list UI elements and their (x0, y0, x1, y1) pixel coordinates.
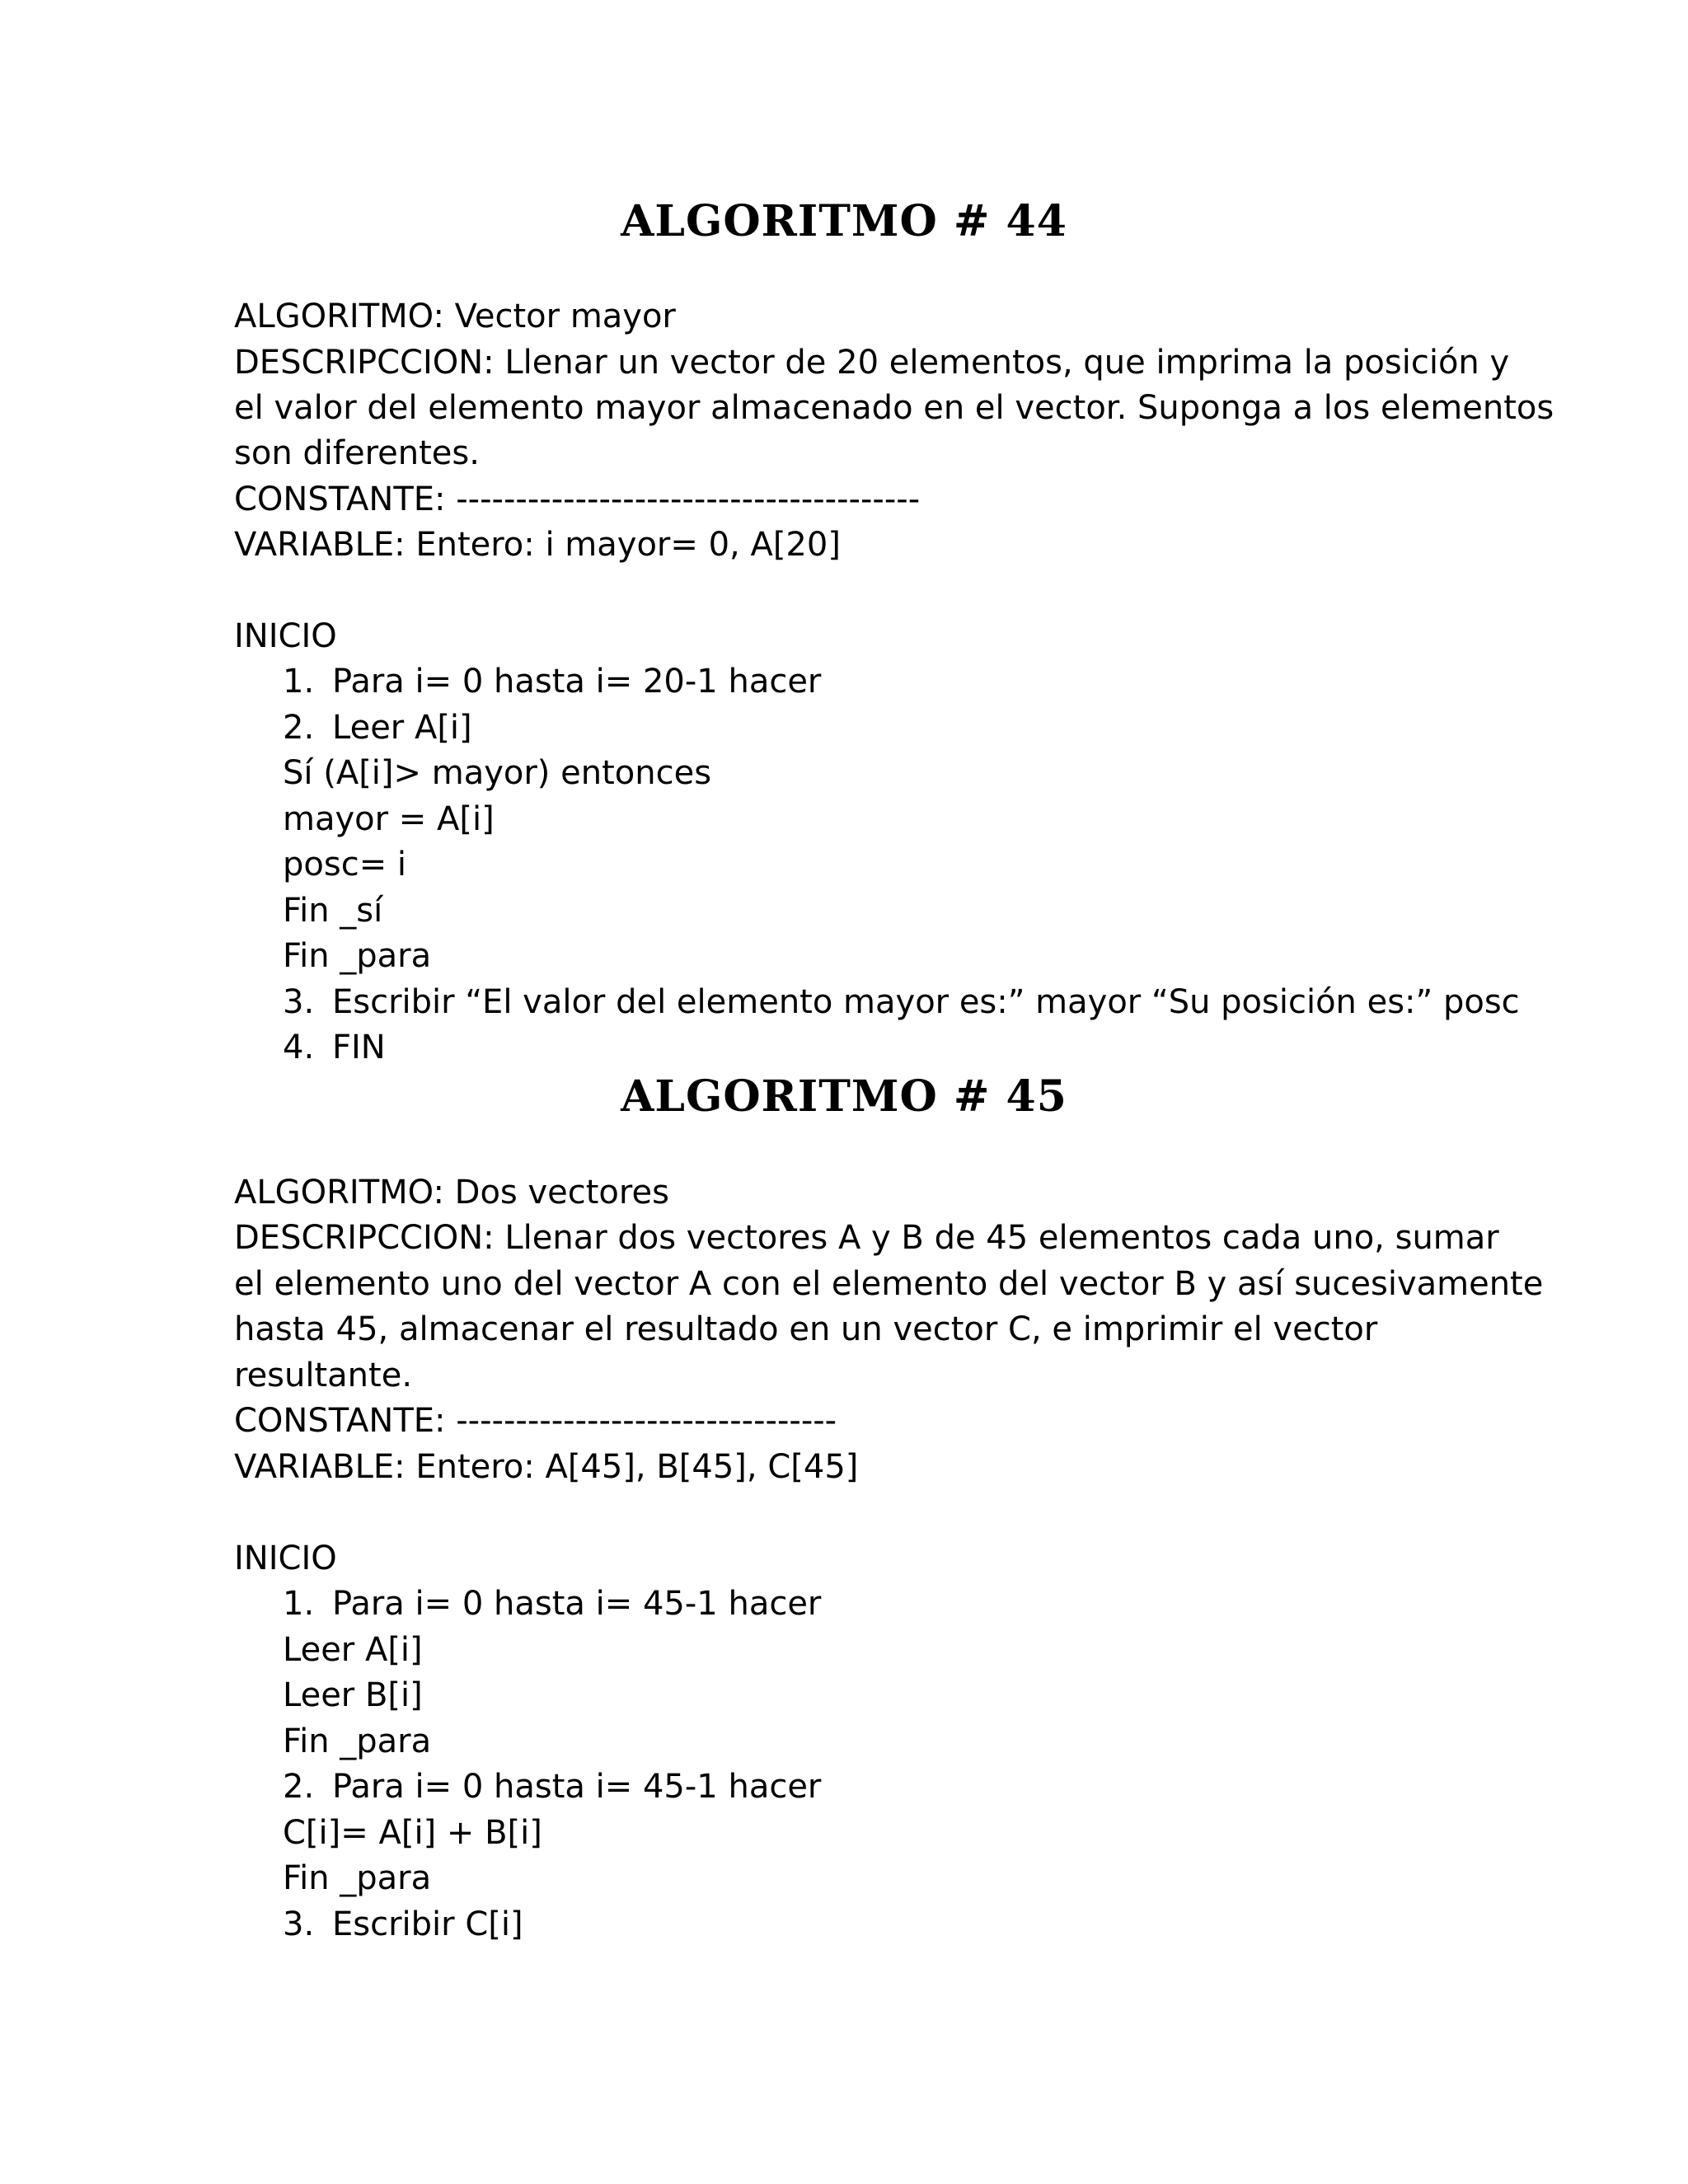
alg45-description-line-3: hasta 45, almacenar el resultado en un vector C, e imprimir el vector (234, 1310, 1378, 1348)
alg45-step: Leer A[i] (283, 1631, 423, 1669)
alg44-description-line-1: DESCRIPCCION: Llenar un vector de 20 elementos, que imprima la posición y (234, 344, 1510, 382)
alg45-step: Fin _para (283, 1859, 432, 1897)
alg44-step (283, 983, 1520, 1021)
alg44-description-line-2: el valor del elemento mayor almacenado en el vector. Suponga a los elementos (234, 389, 1554, 427)
alg44-step: mayor = A[i] (283, 800, 495, 838)
step-text: Leer A[i] (332, 709, 472, 747)
alg44-step (283, 709, 472, 747)
alg44-name: ALGORITMO: Vector mayor (234, 298, 676, 335)
alg45-step: C[i]= A[i] + B[i] (283, 1814, 542, 1852)
alg45-description-line-4: resultante. (234, 1357, 413, 1394)
alg44-step (283, 1031, 386, 1064)
step-number: 2. (283, 1768, 315, 1806)
alg45-step (283, 1585, 822, 1623)
step-number: 4. (283, 1029, 315, 1066)
algorithm-44-title: ALGORITMO # 44 (621, 196, 1067, 246)
alg44-step: posc= i (283, 846, 407, 883)
alg45-constant: CONSTANTE: -------------------------------- (234, 1402, 837, 1440)
alg45-step (283, 1905, 523, 1943)
step-text: Para i= 0 hasta i= 45-1 hacer (332, 1768, 822, 1806)
step-text: Escribir C[i] (332, 1905, 523, 1943)
alg45-variable: VARIABLE: Entero: A[45], B[45], C[45] (234, 1448, 859, 1486)
step-text: Para i= 0 hasta i= 45-1 hacer (332, 1585, 822, 1623)
alg44-constant: CONSTANTE: --------------------------------------- (234, 480, 921, 518)
alg44-variable: VARIABLE: Entero: i mayor= 0, A[20] (234, 526, 841, 564)
step-text: FIN (332, 1029, 386, 1066)
algorithm-45-title: ALGORITMO # 45 (621, 1071, 1067, 1122)
step-number: 3. (283, 1905, 315, 1943)
alg44-step: Sí (A[i]> mayor) entonces (283, 754, 712, 792)
alg44-step: Fin _sí (283, 892, 383, 930)
alg44-description-line-3: son diferentes. (234, 434, 480, 472)
alg45-step: Fin _para (283, 1722, 432, 1760)
alg44-inicio: INICIO (234, 617, 337, 655)
alg45-description-line-1: DESCRIPCCION: Llenar dos vectores A y B de 45 elementos cada uno, sumar (234, 1219, 1499, 1257)
alg45-inicio: INICIO (234, 1540, 337, 1577)
alg45-description-line-2: el elemento uno del vector A con el elemento del vector B y así sucesivamente (234, 1265, 1544, 1303)
step-number: 1. (283, 1585, 315, 1623)
step-text: Para i= 0 hasta i= 20-1 hacer (332, 663, 822, 701)
alg44-step: Fin _para (283, 937, 432, 975)
alg44-step (283, 663, 822, 701)
alg45-name: ALGORITMO: Dos vectores (234, 1174, 669, 1212)
step-number: 1. (283, 663, 315, 701)
alg45-step (283, 1768, 822, 1806)
step-text: Escribir “El valor del elemento mayor es:” mayor “Su posición es:” posc (332, 983, 1520, 1021)
step-number: 3. (283, 983, 315, 1021)
alg45-step: Leer B[i] (283, 1676, 423, 1714)
step-number: 2. (283, 709, 315, 747)
